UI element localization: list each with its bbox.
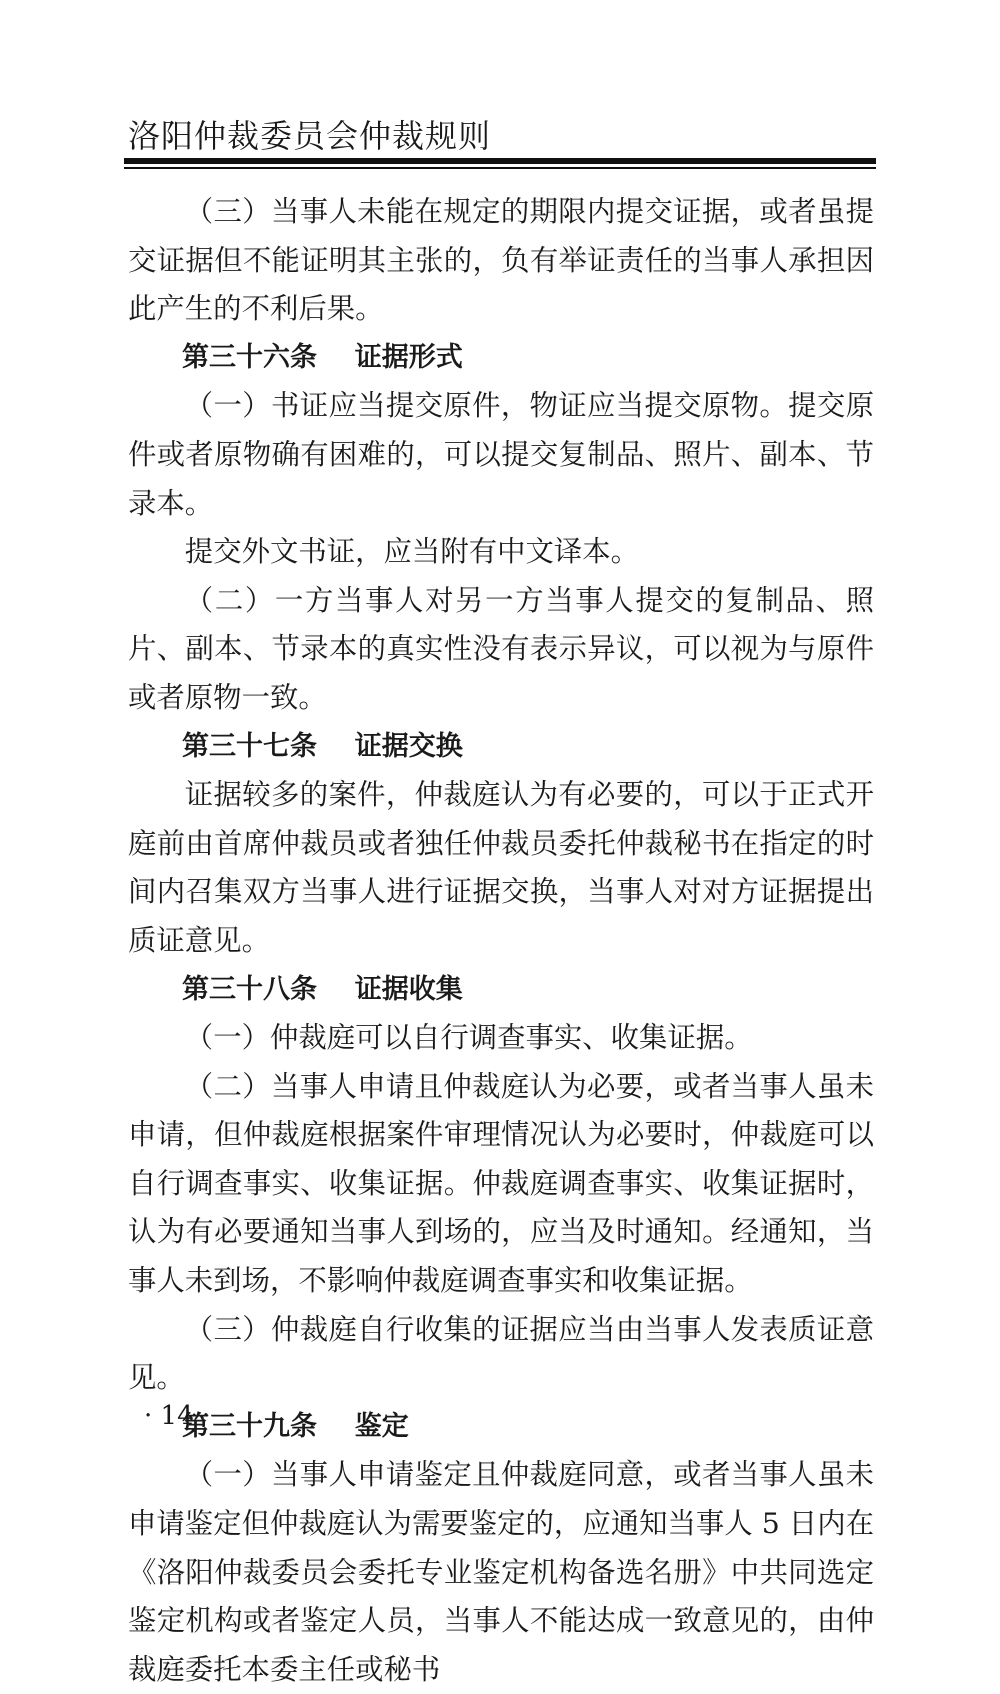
paragraph: （三）当事人未能在规定的期限内提交证据，或者虽提交证据但不能证明其主张的，负有举证责任的当事人承担因此产生的不利后果。	[128, 195, 874, 326]
paragraph: （一）书证应当提交原件，物证应当提交原物。提交原件或者原物确有困难的，可以提交复制品、照片、副本、节录本。	[128, 389, 874, 520]
page-number: · 14 ·	[144, 1401, 211, 1431]
running-head-title: 洛阳仲裁委员会仲裁规则	[128, 117, 492, 155]
article-number: 第三十九条	[182, 1410, 317, 1442]
paragraph: 提交外文书证，应当附有中文译本。	[184, 535, 640, 569]
header-rule-thick	[124, 158, 876, 164]
header-rule-thin	[124, 167, 876, 169]
article-number: 第三十八条	[182, 973, 317, 1005]
paragraph: （一）仲裁庭可以自行调查事实、收集证据。	[184, 1021, 753, 1055]
article-title: 鉴定	[354, 1410, 409, 1442]
page-body	[128, 188, 874, 1694]
article-heading-37	[128, 723, 874, 772]
paragraph: （二）当事人申请且仲裁庭认为必要，或者当事人虽未申请，但仲裁庭根据案件审理情况认为必要时，仲裁庭可以自行调查事实、收集证据。仲裁庭调查事实、收集证据时，认为有必要通知当事人到场的，应当及时通知。经通知，当事人未到场，不影响仲裁庭调查事实和收集证据。	[128, 1069, 874, 1298]
article-title: 证据形式	[354, 341, 463, 373]
paragraph: （三）仲裁庭自行收集的证据应当由当事人发表质证意见。	[128, 1312, 874, 1395]
paragraph: （一）当事人申请鉴定且仲裁庭同意，或者当事人虽未申请鉴定但仲裁庭认为需要鉴定的，应通知当事人 5 日内在《洛阳仲裁委员会委托专业鉴定机构备选名册》中共同选定鉴定机构或者鉴定人员，当事人不能达成一致意见的，由仲裁庭委托本委主任或秘书	[128, 1458, 874, 1686]
article-title: 证据收集	[354, 973, 463, 1005]
article-heading-36	[128, 334, 874, 383]
article-number: 第三十七条	[182, 730, 317, 762]
paragraph: （二）一方当事人对另一方当事人提交的复制品、照片、副本、节录本的真实性没有表示异议，可以视为与原件或者原物一致。	[128, 583, 874, 714]
article-number: 第三十六条	[182, 341, 317, 373]
article-heading-39	[128, 1403, 874, 1452]
paragraph: 证据较多的案件，仲裁庭认为有必要的，可以于正式开庭前由首席仲裁员或者独任仲裁员委托仲裁秘书在指定的时间内召集双方当事人进行证据交换，当事人对对方证据提出质证意见。	[128, 778, 874, 957]
article-title: 证据交换	[354, 730, 463, 762]
article-heading-38	[128, 966, 874, 1015]
